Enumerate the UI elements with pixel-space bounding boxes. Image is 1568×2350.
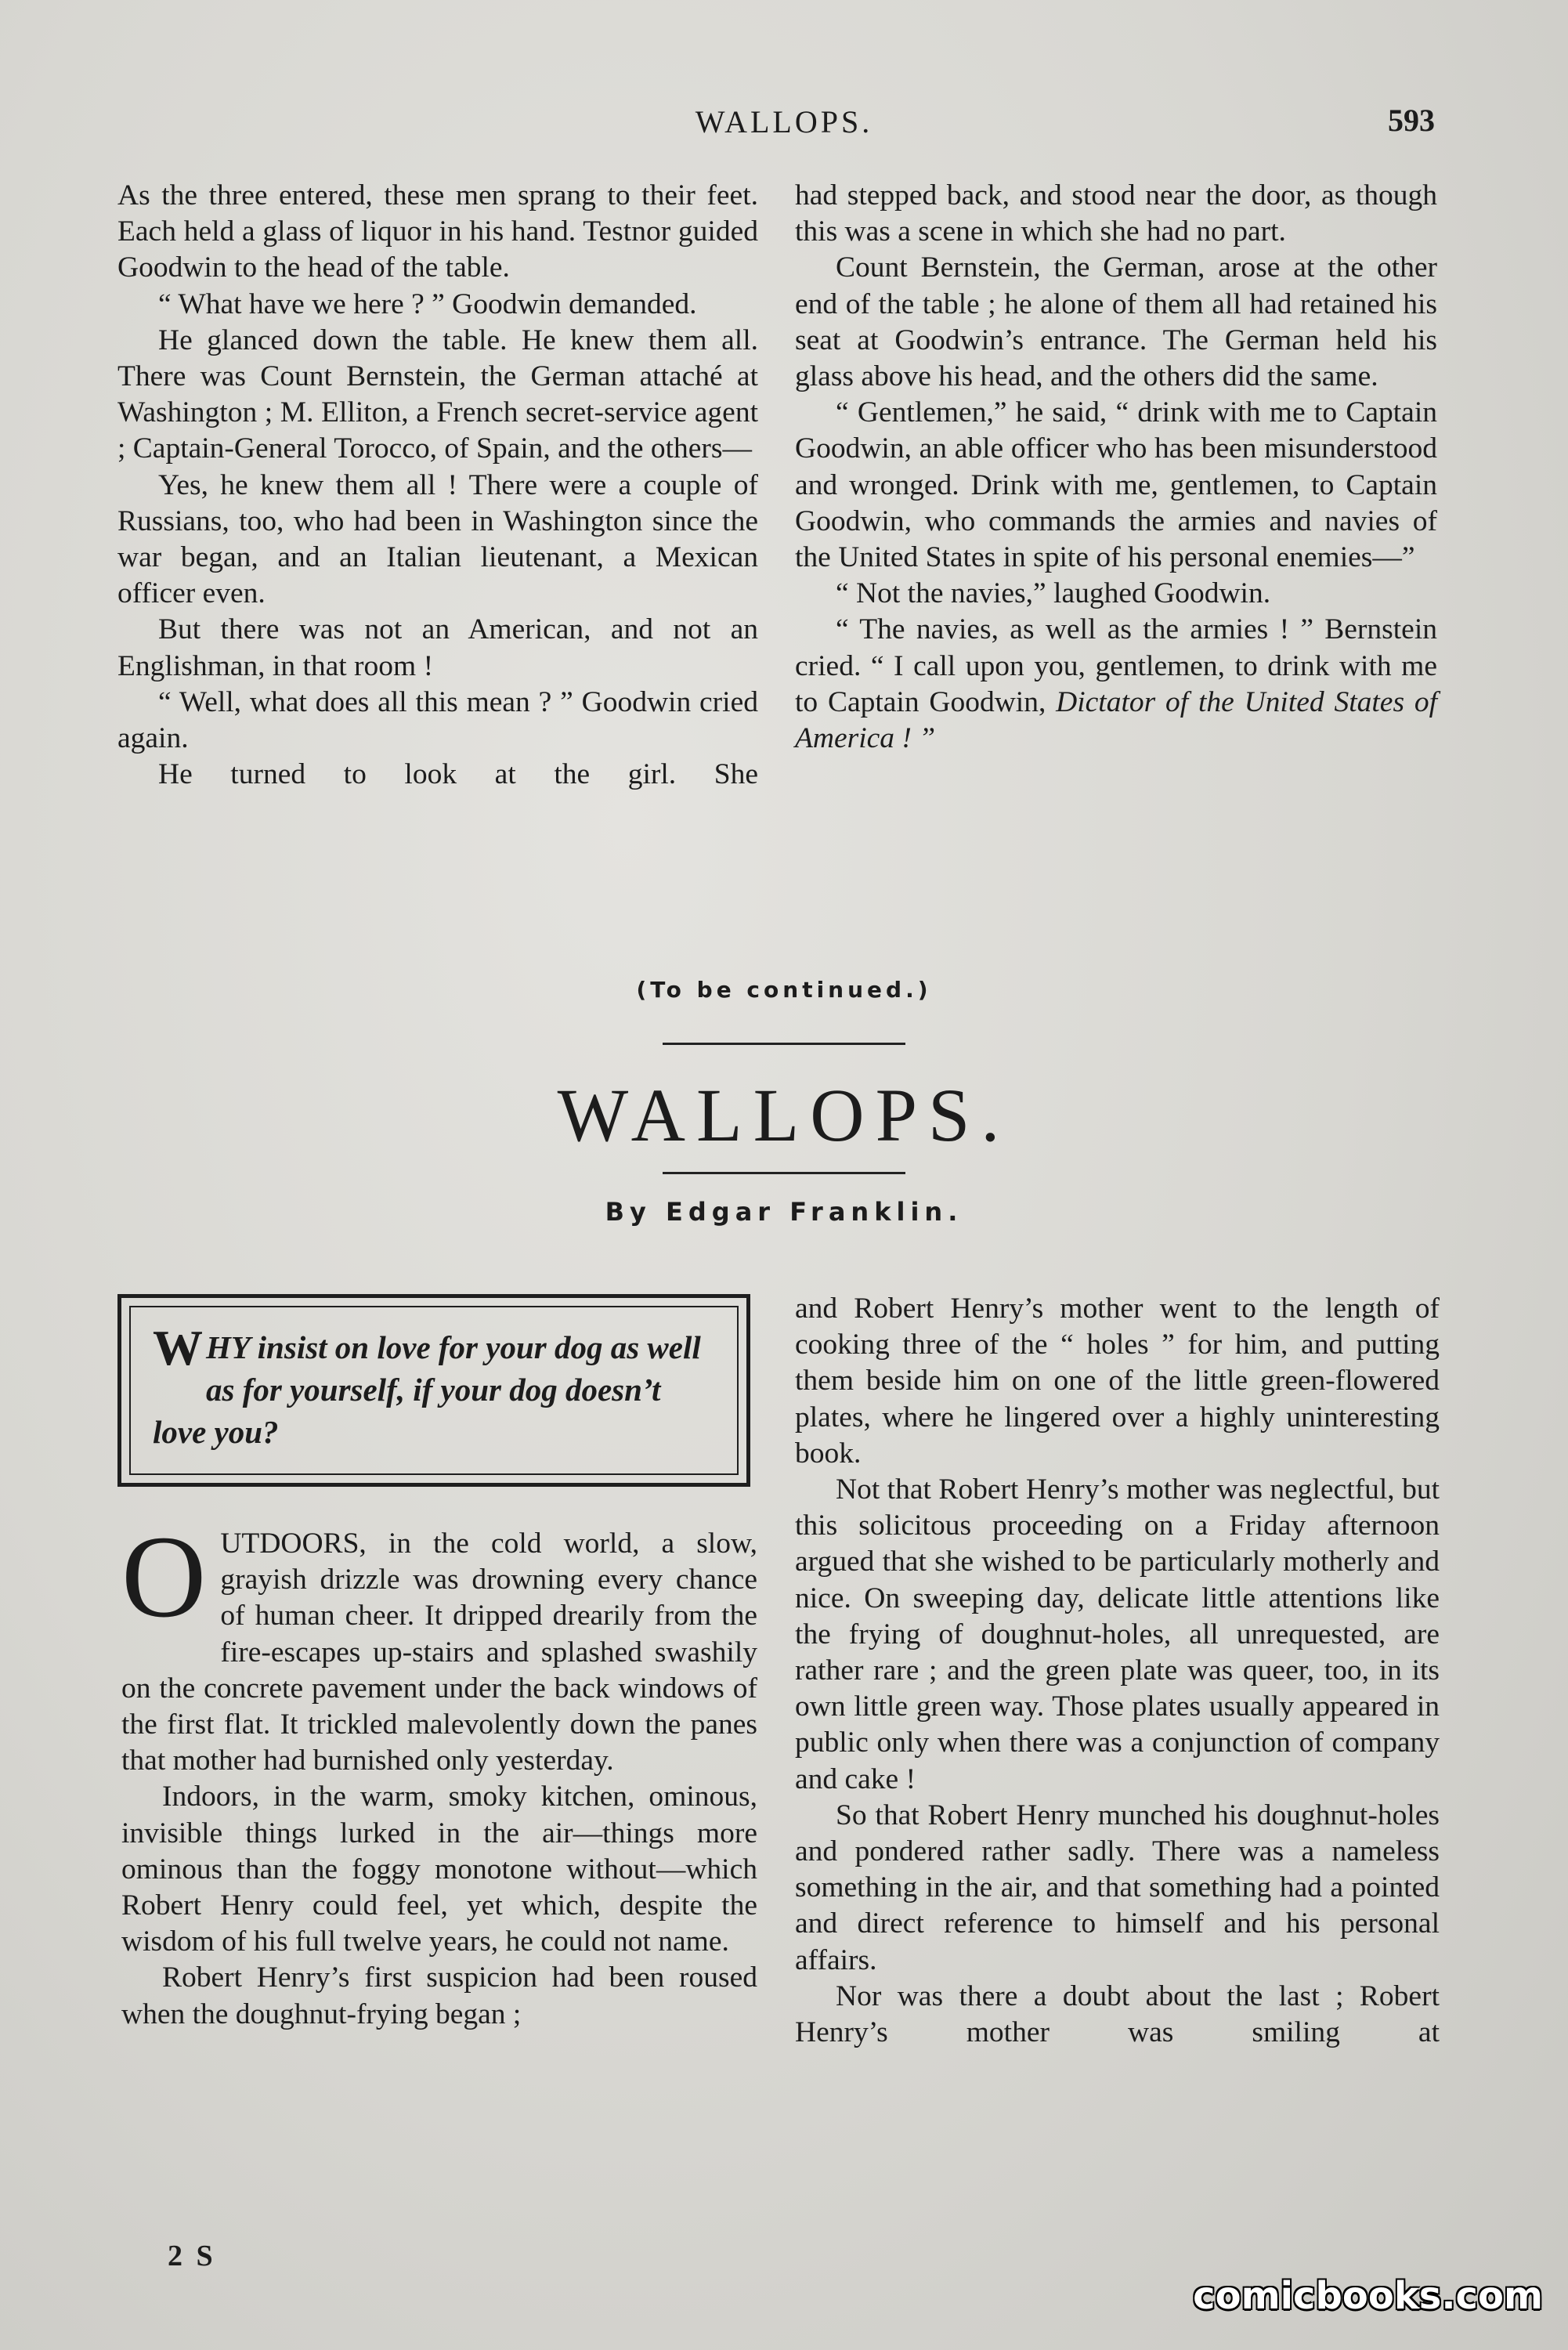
watermark: comicbooks.com xyxy=(1193,2274,1543,2318)
paragraph: Nor was there a doubt about the last ; Robert Henry’s mother was smiling at xyxy=(795,1979,1440,2049)
title-rule-top xyxy=(663,1043,905,1045)
paragraph: “ Well, what does all this mean ? ” Goodwin cried again. xyxy=(117,685,758,755)
story-title: WALLOPS. xyxy=(557,1073,1011,1157)
paragraph: So that Robert Henry munched his doughnut-holes and pondered rather sadly. There was a nameless something in the air, and that something had a pointed and direct reference to himself and his personal affairs. xyxy=(795,1799,1440,1976)
blurb-initial: W xyxy=(153,1320,203,1376)
previous-story-left-column xyxy=(117,178,758,793)
to-be-continued: (To be continued.) xyxy=(636,977,932,1003)
signature-mark: 2 S xyxy=(168,2240,216,2272)
previous-story-right-column xyxy=(795,178,1437,757)
paragraph: “ What have we here ? ” Goodwin demanded. xyxy=(158,287,697,320)
dictator-italic-text: Dictator of the United States of America ! ” xyxy=(795,685,1437,755)
page-number: 593 xyxy=(1388,103,1435,138)
opening-text: UTDOORS, in the cold world, a slow, grayish drizzle was drowning every chance of human cheer. It dripped drearily from the fire-escapes up-stairs and splashed swashily on the concrete pavement under the back windows of the first flat. It trickled malevolently down the panes that mother had burnished only yesterday. xyxy=(121,1528,757,1777)
story-left-column xyxy=(121,1512,757,2033)
paragraph: had stepped back, and stood near the door, as though this was a scene in which she had no part. xyxy=(795,179,1437,248)
paragraph: He glanced down the table. He knew them all. There was Count Bernstein, the German attaché at Washington ; M. Elliton, a French secret-service agent ; Captain-General Torocco, of Spain, and the others— xyxy=(117,324,758,465)
paragraph: “ Not the navies,” laughed Goodwin. xyxy=(836,577,1271,610)
blurb-box xyxy=(117,1294,750,1487)
paragraph-text: “ The navies, as well as the armies ! ” Bernstein cried. “ I call upon you, gentlemen, to drink with me to Captain Goodwin, xyxy=(795,613,1437,718)
paragraph: Count Bernstein, the German, arose at the other end of the table ; he alone of them all had retained his seat at Goodwin’s entrance. The German held his glass above his head, and the others did the same. xyxy=(795,251,1437,393)
running-title: WALLOPS. xyxy=(695,104,873,139)
paragraph: “ Gentlemen,” he said, “ drink with me to Captain Goodwin, an able officer who has been misunderstood and wronged. Drink with me, gentlemen, to Captain Goodwin, who commands the armies and navies of the United States in spite of his personal enemies—” xyxy=(795,396,1437,574)
opening-paragraph xyxy=(121,1512,757,1779)
title-rule-bottom xyxy=(663,1172,905,1174)
paragraph: Not that Robert Henry’s mother was neglectful, but this solicitous proceeding on a Friday afternoon argued that she wished to be particularly motherly and nice. On sweeping day, delicate little attentions like the frying of doughnut-holes, all unrequested, are rather rare ; and the green plate was queer, too, in its own little green way. Those plates usually appeared in public only when there was a conjunction of company and cake ! xyxy=(795,1473,1440,1795)
paragraph: As the three entered, these men sprang to their feet. Each held a glass of liquor in his hand. Testnor guided Goodwin to the head of the table. xyxy=(117,179,758,284)
paragraph: and Robert Henry’s mother went to the length of cooking three of the “ holes ” for him, and putting them beside him on one of the little green-flowered plates, where he lingered over a highly uninteresting book. xyxy=(795,1292,1440,1470)
paragraph: Indoors, in the warm, smoky kitchen, ominous, invisible things lurked in the air—things more ominous than the foggy monotone without—which Robert Henry could feel, yet which, despite the wisdom of his full twelve years, he could not name. xyxy=(121,1781,757,1958)
blurb-body: HY insist on love for your dog as well as for yourself, if your dog doesn’t love you? xyxy=(153,1329,701,1450)
paragraph: He turned to look at the girl. She xyxy=(158,758,758,791)
paragraph: Robert Henry’s first suspicion had been roused when the doughnut-frying began ; xyxy=(121,1961,757,2030)
blurb-text xyxy=(153,1320,718,1453)
byline: By Edgar Franklin. xyxy=(605,1197,963,1227)
paragraph: Yes, he knew them all ! There were a couple of Russians, too, who had been in Washington since the war began, and an Italian lieutenant, a Mexican officer even. xyxy=(117,468,758,610)
drop-cap: O xyxy=(121,1512,207,1642)
story-right-column xyxy=(795,1291,1440,2051)
paragraph xyxy=(795,612,1437,757)
paragraph: But there was not an American, and not an Englishman, in that room ! xyxy=(117,613,758,682)
